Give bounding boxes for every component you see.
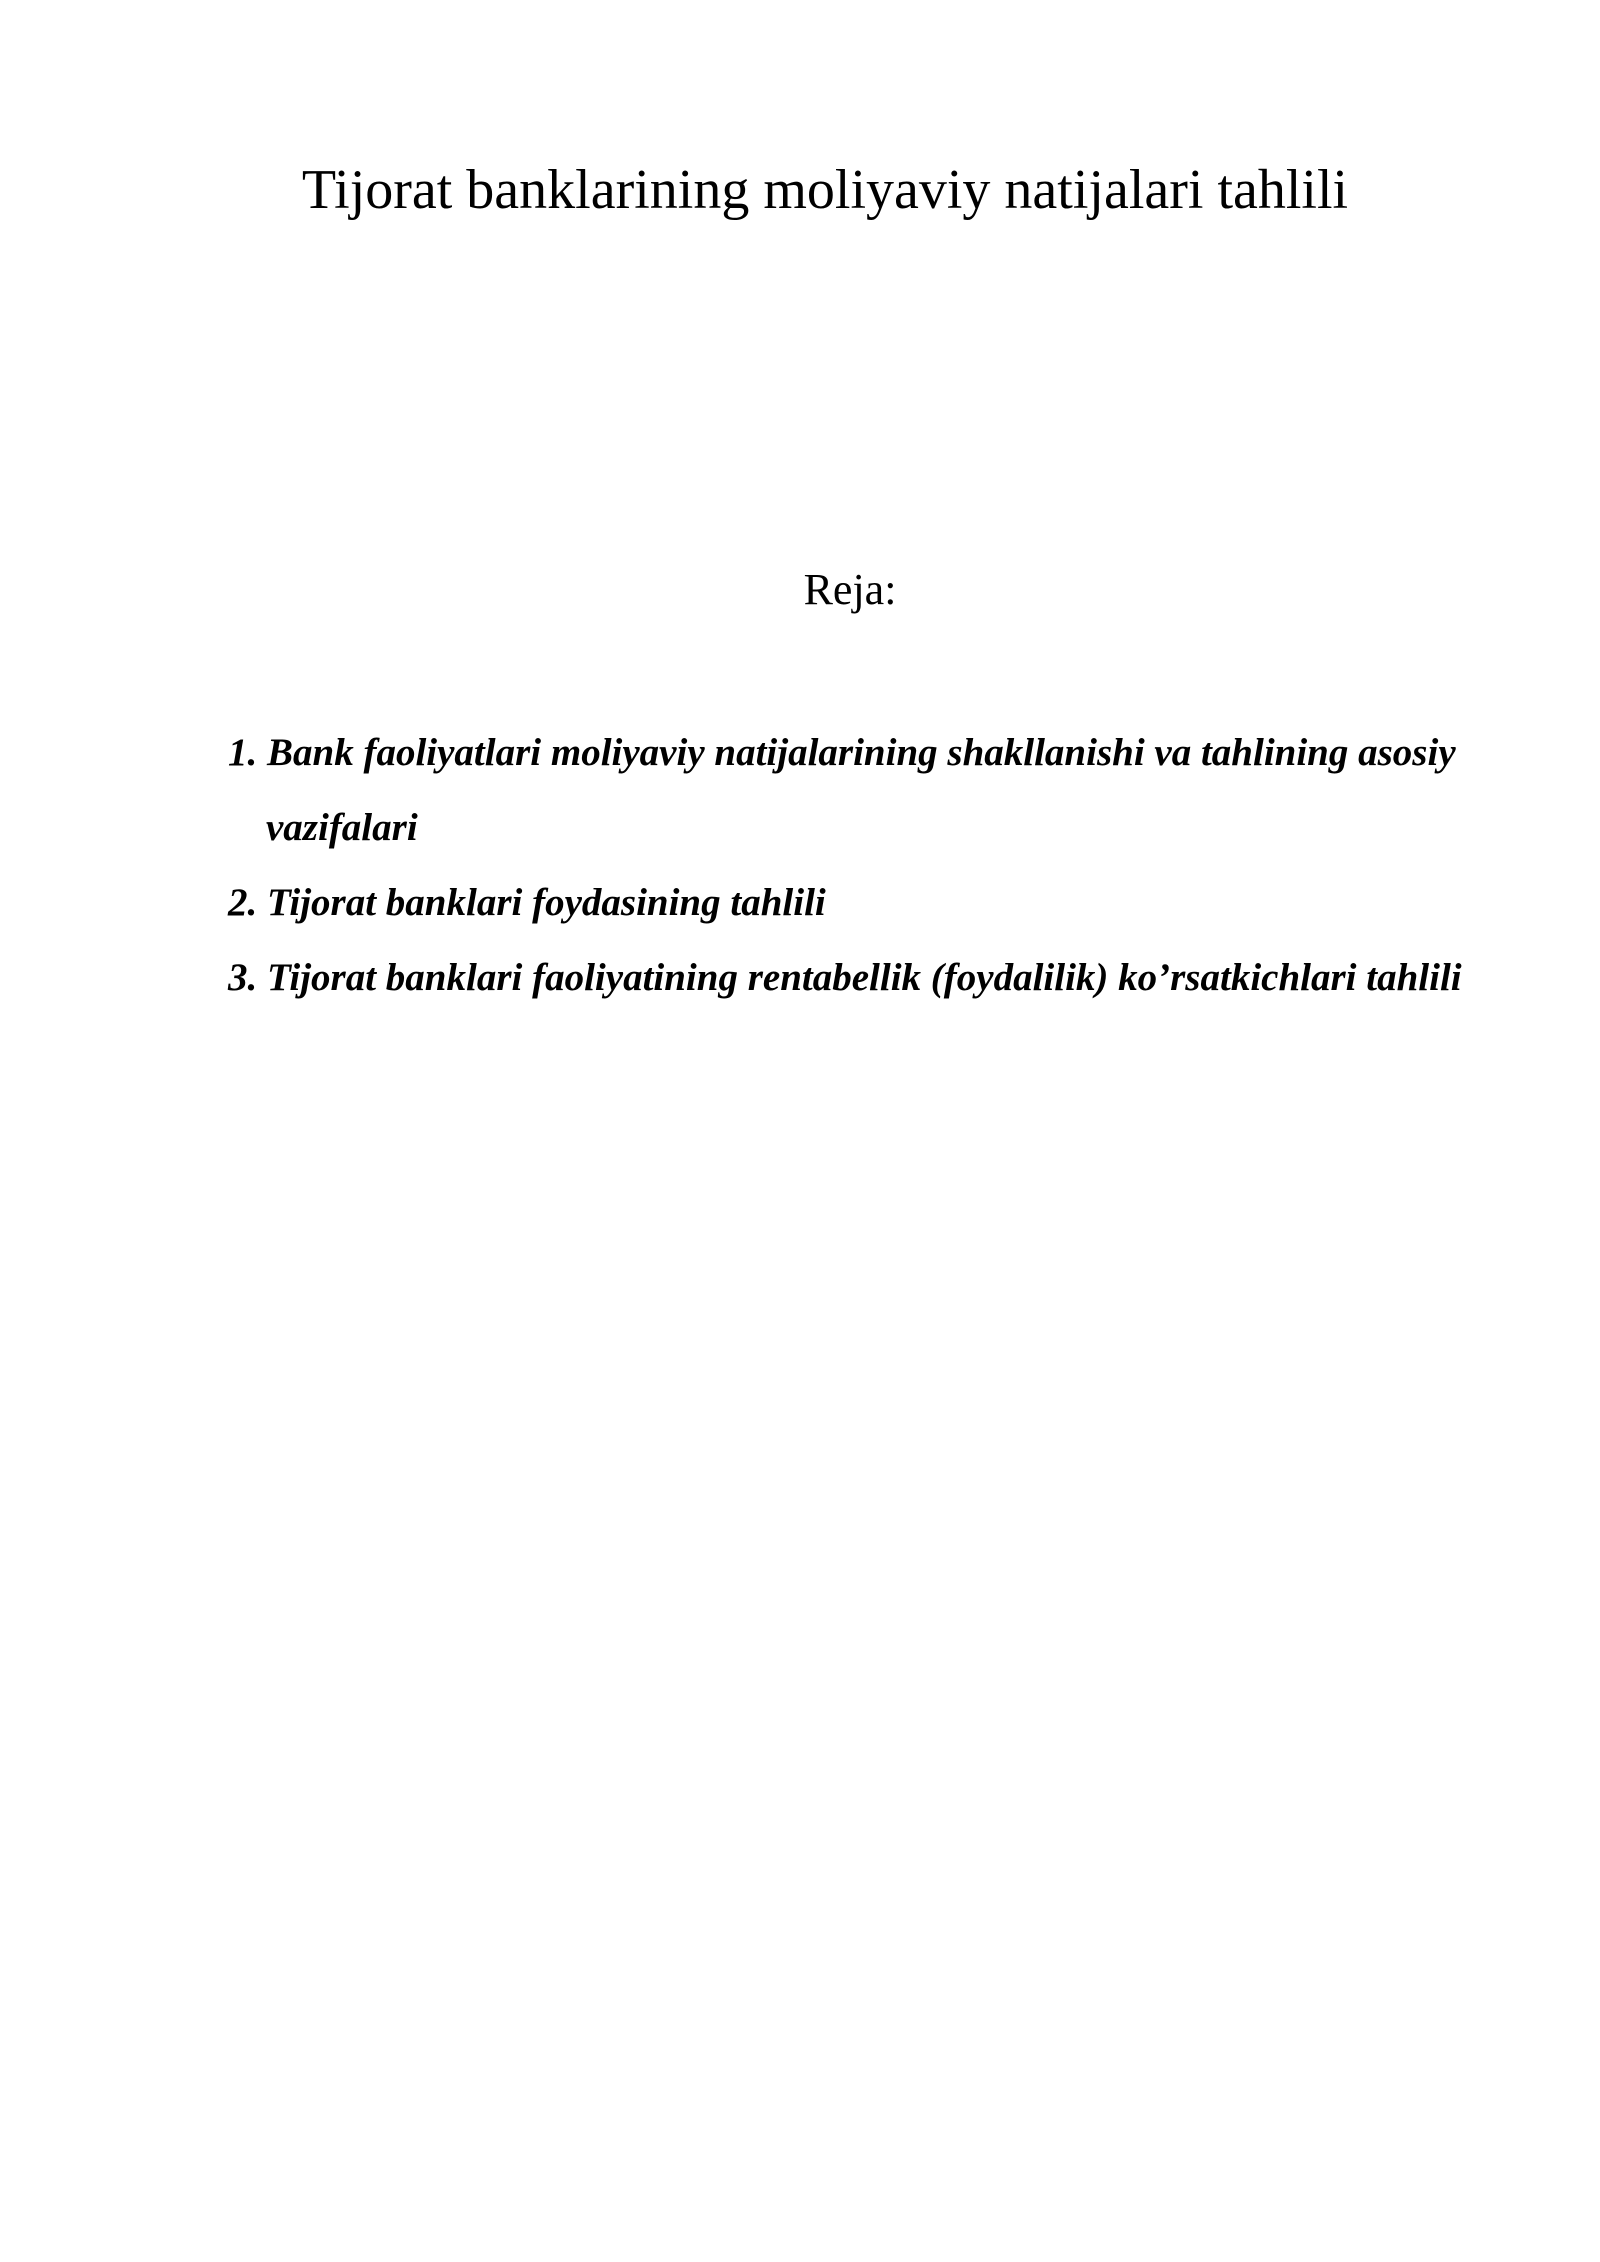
plan-heading: Reja: <box>803 565 897 614</box>
plan-item <box>228 865 1528 940</box>
plan-item <box>228 715 1528 865</box>
document-title: Tijorat banklarining moliyaviy natijalari tahlili <box>301 159 1349 221</box>
plan-item-number: 3. <box>228 956 258 999</box>
plan-list <box>228 715 1528 1015</box>
plan-item-number: 1. <box>228 731 258 774</box>
plan-item-text: Bank faoliyatlari moliyaviy natijalarining shakllanishi va tahlining asosiy vazifalari <box>266 731 1456 849</box>
plan-item-number: 2. <box>228 881 258 924</box>
plan-item-text: Tijorat banklari foydasining tahlili <box>267 881 826 924</box>
plan-item-text: Tijorat banklari faoliyatining rentabellik (foydalilik) ko’rsatkichlari tahlili <box>267 956 1462 999</box>
plan-item <box>228 940 1528 1015</box>
